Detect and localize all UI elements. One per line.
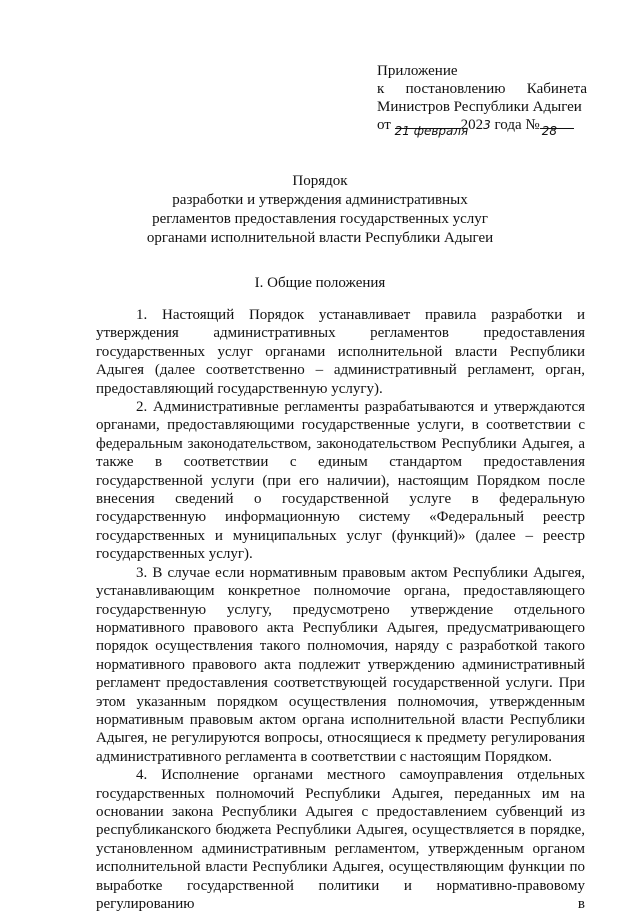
paragraph-4: 4. Исполнение органами местного самоуправления отдельных государственных полномочий Республики Адыгея, переданных им на основании закона Республики Адыгея с предоставлением субвенций из республиканского бюджета Республики Адыгея, осуществляется в порядке, установленном административным регламентом, утвержденным органом исполнительной власти Республики Адыгея, осуществляющим функции по выработке государственной политики и нормативно-правовому регулированию в bbox=[96, 767, 585, 912]
appendix-date-line bbox=[377, 116, 587, 138]
appendix-block bbox=[377, 62, 587, 138]
appendix-label: Приложение bbox=[377, 63, 458, 79]
title-line-4: органами исполнительной власти Республики Адыгеи bbox=[146, 230, 494, 246]
title-line-2: разработки и утверждения административных bbox=[172, 192, 468, 208]
paragraph-2: 2. Административные регламенты разрабатываются и утверждаются органами, предоставляющими государственные услуги, в соответствии с федеральным законодательством, законодательством Республики Адыгея, а также в соответствии с единым стандартом предоставления государственной услуги (при его наличии), настоящим Порядком после внесения сведений о государственной услуге в федеральную государственную информационную систему «Федеральный реестр государственных и муниципальных услуг (функций)» (далее – реестр государственных услуг). bbox=[96, 399, 585, 563]
date-handwritten: 21 февраля bbox=[394, 124, 469, 138]
date-field bbox=[394, 124, 469, 138]
document-title bbox=[120, 172, 520, 248]
title-line-3: регламентов предоставления государственных услуг bbox=[152, 211, 488, 227]
year-word: года № bbox=[494, 117, 540, 133]
year-digit: 3 bbox=[483, 118, 491, 132]
title-line-1: Порядок bbox=[292, 173, 348, 189]
appendix-issuer-line: Министров Республики Адыгеи bbox=[377, 99, 582, 115]
number-handwritten: 28 bbox=[541, 124, 557, 138]
paragraph-3: 3. В случае если нормативным правовым актом Республики Адыгея, устанавливающим конкретное полномочие органа, предоставляющего государственную услугу, предусмотрено утверждение отдельного нормативного правового акта Республики Адыгея, предусматривающего порядок осуществления такого полномочия, наряду с разработкой такого нормативного правового акта подлежит утверждению административный регламент предоставления соответствующей государственной услуги. При этом указанным порядком осуществления полномочия, утвержденным нормативным правовым актом органа исполнительной власти Республики Адыгея, не регулируются вопросы, относящиеся к предмету регулирования административного регламента в соответствии с настоящим Порядком. bbox=[96, 564, 585, 765]
appendix-from: от bbox=[377, 117, 391, 133]
number-field bbox=[540, 124, 574, 138]
document-body bbox=[96, 306, 585, 913]
year-prefix: 202 bbox=[460, 117, 484, 133]
paragraph-1: 1. Настоящий Порядок устанавливает правила разработки и утверждения административных регламентов предоставления государственных услуг органами исполнительной власти Республики Адыгея (далее соответственно – административный регламент, орган, предоставляющий государственную услугу). bbox=[96, 307, 585, 397]
appendix-resolution-line: к постановлению Кабинета bbox=[377, 81, 587, 97]
section-heading: I. Общие положения bbox=[254, 275, 386, 291]
